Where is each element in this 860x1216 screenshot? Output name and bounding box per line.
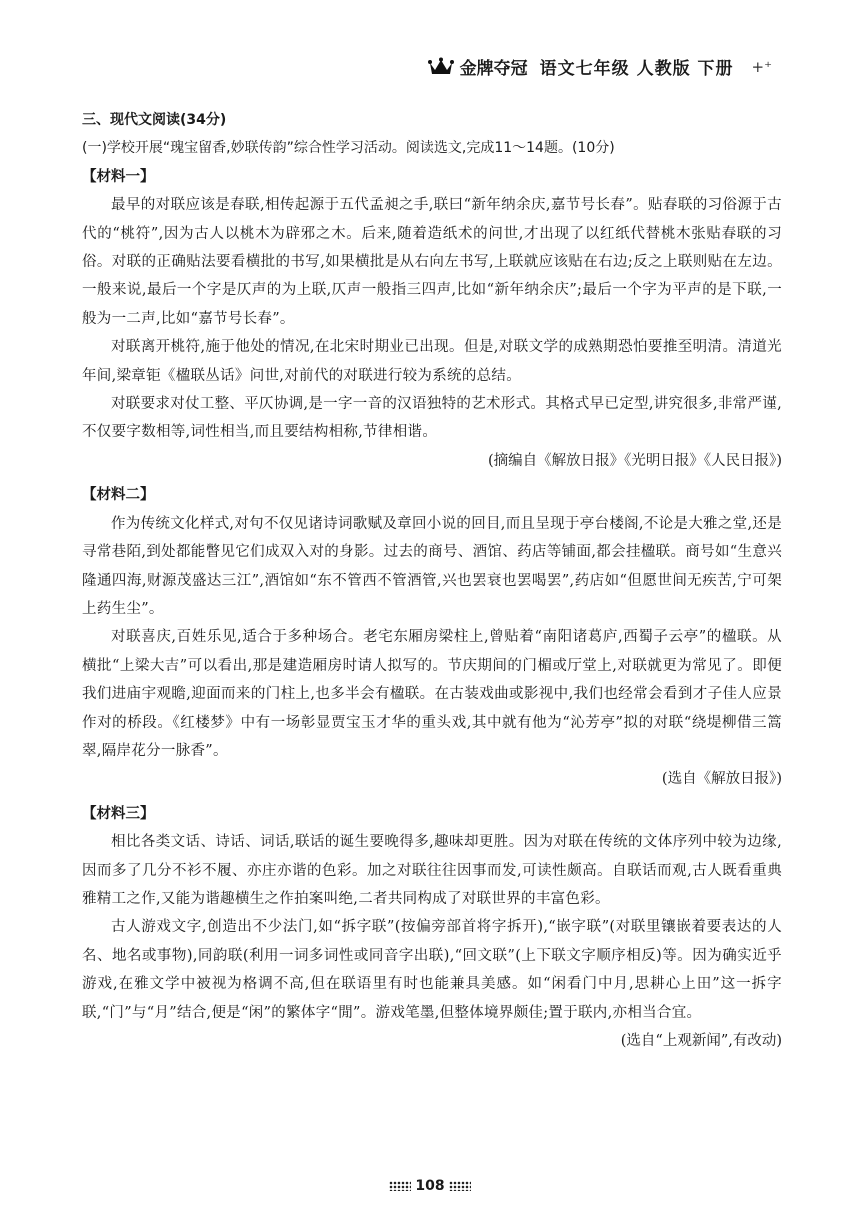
material-2-label: 【材料二】	[82, 487, 155, 504]
material-2-paragraph: 作为传统文化样式,对句不仅见诸诗词歌赋及章回小说的回目,而且呈现于亭台楼阁,不论是大雅之堂,还是寻常巷陌,到处都能瞥见它们成双入对的身影。过去的商号、酒馆、药店等铺面,都会挂楹联。商号如“生意兴隆通四海,财源茂盛达三江”,酒馆如“东不管西不管酒管,兴也罢衰也罢喝罢”,药店如“但愿世间无疾苦,宁可架上药生尘”。	[82, 515, 782, 617]
material-1-paragraph: 最早的对联应该是春联,相传起源于五代孟昶之手,联曰“新年纳余庆,嘉节号长春”。贴春联的习俗源于古代的“桃符”,因为古人以桃木为辟邪之木。后来,随着造纸术的问世,才出现了以红纸代替桃木张贴春联的习俗。对联的正确贴法要看横批的书写,如果横批是从右向左书写,上联就应该贴在右边;反之上联则贴在左边。一般来说,最后一个字是仄声的为上联,仄声一般指三四声,比如“新年纳余庆”;最后一个字为平声的是下联,一般为一二声,比如“嘉节号长春”。	[82, 197, 782, 327]
brand-name: 金牌夺冠	[459, 59, 528, 79]
material-1-label: 【材料一】	[82, 168, 155, 185]
material-1-source: (摘编自《解放日报》《光明日报》《人民日报》)	[487, 452, 782, 469]
material-2-paragraph: 对联喜庆,百姓乐见,适合于多种场合。老宅东厢房梁柱上,曾贴着“南阳诸葛庐,西蜀子云亭”的楹联。从横批“上梁大吉”可以看出,那是建造厢房时请人拟写的。节庆期间的门楣或厅堂上,对联就更为常见了。即便我们进庙宇观瞻,迎面而来的门柱上,也多半会有楹联。在古装戏曲或影视中,我们也经常会看到才子佳人应景作对的桥段。《红楼梦》中有一场彰显贾宝玉才华的重头戏,其中就有他为“沁芳亭”拟的对联“绕堤柳借三篙翠,隔岸花分一脉香”。	[82, 629, 782, 759]
material-1-paragraph: 对联要求对仗工整、平仄协调,是一字一音的汉语独特的艺术形式。其格式早已定型,讲究很多,非常严谨,不仅要字数相等,词性相当,而且要结构相称,节律相谐。	[82, 396, 782, 441]
page-header	[428, 54, 772, 79]
material-3-label: 【材料三】	[82, 805, 155, 822]
dots-decoration-icon	[449, 1181, 471, 1191]
material-3-source: (选自“上观新闻”,有改动)	[620, 1033, 782, 1049]
material-2-source: (选自《解放日报》)	[661, 771, 782, 788]
page-content	[82, 106, 782, 1055]
section-intro: (一)学校开展“瑰宝留香,妙联传韵”综合性学习活动。阅读选文,完成11～14题。(10分)	[82, 140, 615, 157]
material-3-paragraph: 古人游戏文字,创造出不少法门,如“拆字联”(按偏旁部首将字拆开),“嵌字联”(对联里镶嵌着要表达的人名、地名或事物),同韵联(利用一词多词性或同音字出联),“回文联”(上下联文字顺序相反)等。因为确实近乎游戏,在雅文学中被视为格调不高,但在联语里有时也能兼具美感。如“闲看门中月,思耕心上田”这一拆字联,“门”与“月”结合,便是“闲”的繁体字“閒”。游戏笔墨,但整体境界颇佳;置于联内,亦相当合宜。	[82, 919, 782, 1021]
crown-icon	[428, 57, 454, 77]
page-footer	[0, 1178, 860, 1194]
book-subject: 语文七年级 人教版 下册	[539, 59, 734, 79]
dots-decoration-icon	[389, 1181, 411, 1191]
section-title: 三、现代文阅读(34分)	[82, 112, 227, 128]
material-3-paragraph: 相比各类文话、诗话、词话,联话的诞生要晚得多,趣味却更胜。因为对联在传统的文体序列中较为边缘,因而多了几分不衫不履、亦庄亦谐的色彩。加之对联往往因事而发,可读性颇高。自联话而观,古人既看重典雅精工之作,又能为谐趣横生之作拍案叫绝,二者共同构成了对联世界的丰富色彩。	[82, 834, 782, 907]
material-1-paragraph: 对联离开桃符,施于他处的情况,在北宋时期业已出现。但是,对联文学的成熟期恐怕要推至明清。清道光年间,梁章钜《楹联丛话》问世,对前代的对联进行较为系统的总结。	[82, 339, 782, 384]
page-number: 108	[415, 1178, 445, 1194]
sparkle-icon: +⁺	[751, 57, 772, 76]
brand	[428, 54, 528, 79]
